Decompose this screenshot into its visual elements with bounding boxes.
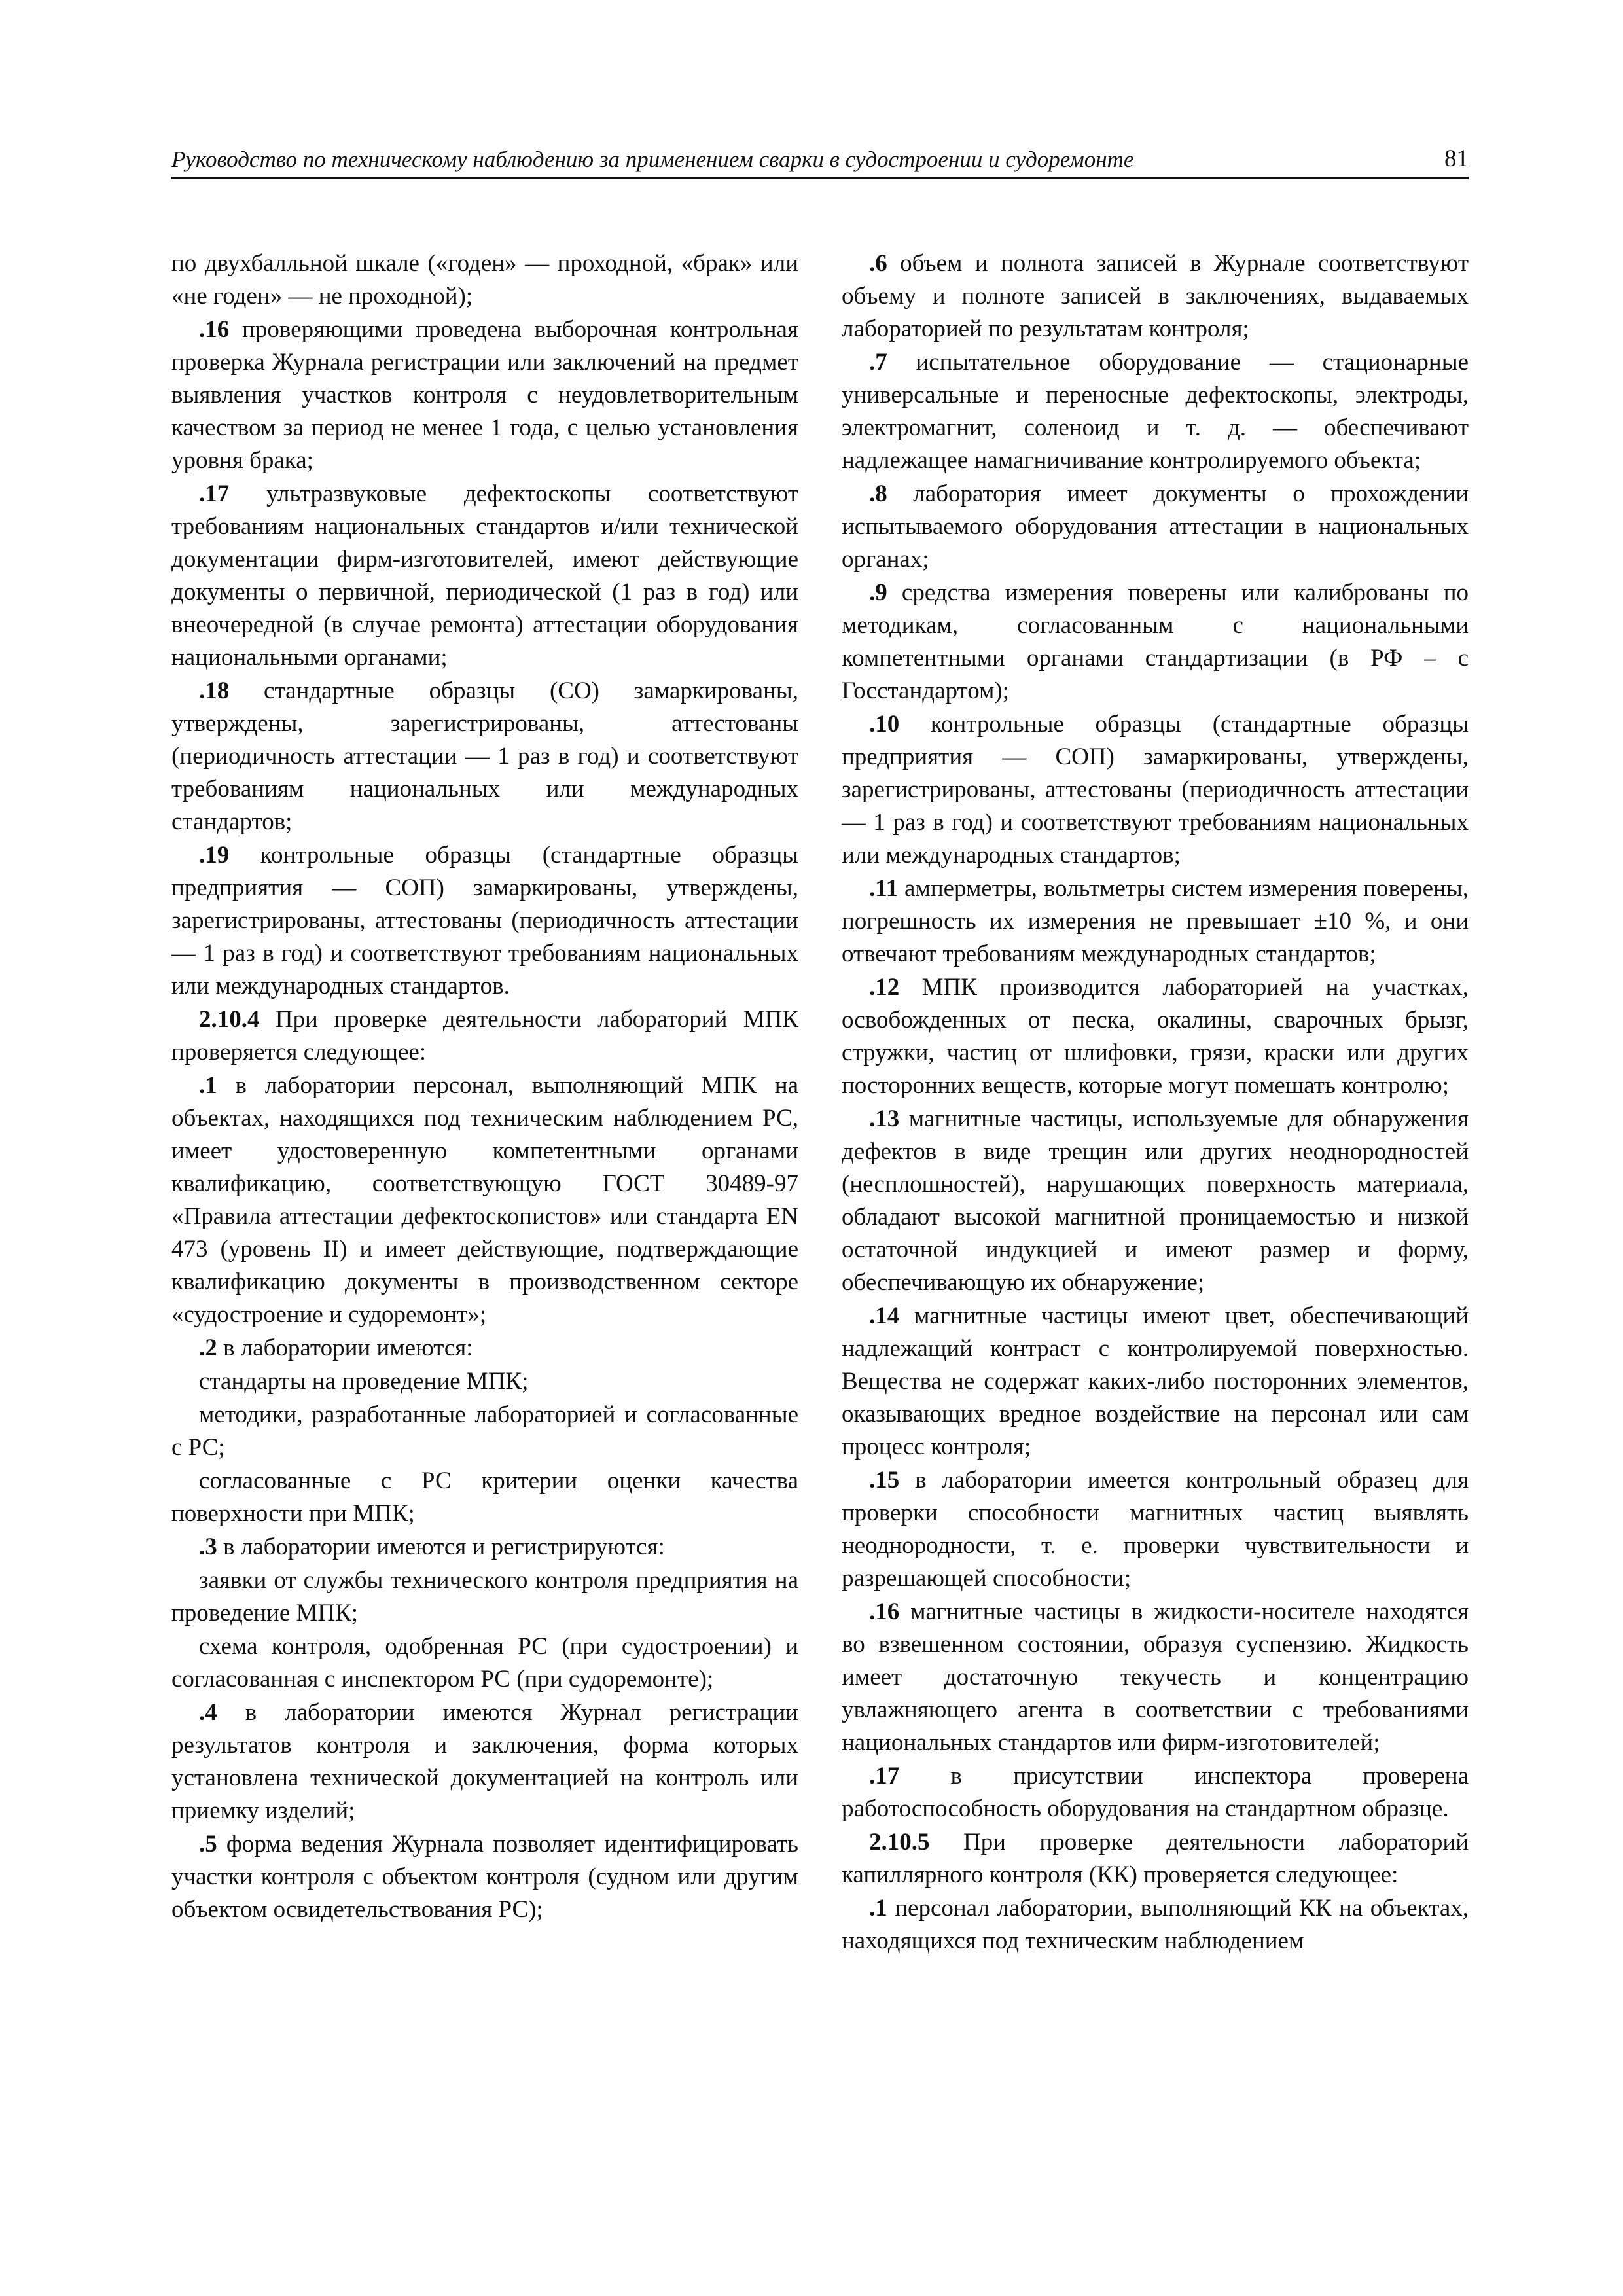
clause-number: .7 — [869, 349, 887, 376]
paragraph: .17 ультразвуковые дефектоскопы соответствуют требованиям национальных стандартов и/или технической документации фирм-изготовителей, имеют действующие документы о первичной, периодической (1 раз в год) или внеочередной (в случае ремонта) аттестации оборудования национальными органами; — [171, 480, 798, 671]
clause-number: .11 — [869, 875, 899, 902]
section-paragraph: 2.10.4 При проверке деятельности лабораторий МПК проверяется следующее: — [171, 1006, 798, 1066]
clause-number: .4 — [199, 1699, 217, 1726]
list-item: методики, разработанные лабораторией и согласованные с РС; — [171, 1401, 798, 1461]
paragraph: .9 средства измерения поверены или калиброваны по методикам, согласованным с национальными компетентными органами стандартизации (в РФ – с Госстандартом); — [842, 579, 1469, 704]
paragraph: .14 магнитные частицы имеют цвет, обеспечивающий надлежащий контраст с контролируемой поверхностью. Вещества не содержат каких-либо посторонних элементов, оказывающих вредное воздействие на персонал или сам процесс контроля; — [842, 1302, 1469, 1460]
paragraph: .8 лаборатория имеет документы о прохождении испытываемого оборудования аттестации в национальных органах; — [842, 480, 1469, 573]
clause-number: .10 — [869, 711, 900, 738]
paragraph: .18 стандартные образцы (СО) замаркированы, утверждены, зарегистрированы, аттестованы (периодичность аттестации — 1 раз в год) и соответствуют требованиям национальных или международных стандартов; — [171, 677, 798, 835]
paragraph: .3 в лаборатории имеются и регистрируются: — [199, 1534, 665, 1560]
paragraph: .1 персонал лаборатории, выполняющий КК на объектах, находящихся под техническим наблюдением — [842, 1895, 1469, 1954]
clause-number: .9 — [869, 579, 887, 606]
paragraph: .15 в лаборатории имеется контрольный образец для проверки способности магнитных частиц выявлять неоднородности, т. е. проверки чувствительности и разрешающей способности; — [842, 1467, 1469, 1592]
paragraph: .19 контрольные образцы (стандартные образцы предприятия — СОП) замаркированы, утверждены, зарегистрированы, аттестованы (периодичность аттестации — 1 раз в год) и соответствуют требованиям национальных или международных стандартов. — [171, 842, 798, 999]
paragraph: .16 проверяющими проведена выборочная контрольная проверка Журнала регистрации или заключений на предмет выявления участков контроля с неудовлетворительным качеством за период не менее 1 года, с целью установления уровня брака; — [171, 316, 798, 474]
right-column — [842, 247, 1469, 1958]
clause-number: .17 — [869, 1763, 900, 1789]
clause-number: .15 — [869, 1467, 900, 1494]
list-item: заявки от службы технического контроля предприятия на проведение МПК; — [171, 1567, 798, 1626]
clause-number: .16 — [199, 316, 230, 343]
clause-number: .16 — [869, 1598, 900, 1625]
clause-number: .3 — [199, 1534, 217, 1560]
section-number: 2.10.5 — [869, 1829, 930, 1856]
clause-number: .1 — [869, 1895, 887, 1922]
section-paragraph: 2.10.5 При проверке деятельности лабораторий капиллярного контроля (КК) проверяется следующее: — [842, 1829, 1469, 1888]
paragraph: .7 испытательное оборудование — стационарные универсальные и переносные дефектоскопы, электроды, электромагнит, соленоид и т. д. — обеспечивают надлежащее намагничивание контролируемого объекта; — [842, 349, 1469, 474]
clause-number: .17 — [199, 480, 230, 507]
section-number: 2.10.4 — [199, 1006, 260, 1033]
running-header — [171, 135, 1469, 179]
page-number: 81 — [1444, 145, 1469, 172]
clause-number: .6 — [869, 250, 887, 277]
left-column — [171, 247, 798, 1927]
paragraph: .6 объем и полнота записей в Журнале соответствуют объему и полноте записей в заключениях, выдаваемых лабораторией по результатам контроля; — [842, 250, 1469, 342]
running-header-title: Руководство по техническому наблюдению за применением сварки в судостроении и судоремонте — [171, 147, 1134, 172]
paragraph: .2 в лаборатории имеются: — [199, 1335, 473, 1361]
clause-number: .5 — [199, 1831, 217, 1857]
clause-number: .14 — [869, 1302, 900, 1329]
list-item: согласованные с РС критерии оценки качества поверхности при МПК; — [171, 1467, 798, 1527]
list-item: схема контроля, одобренная РС (при судостроении) и согласованная с инспектором РС (при судоремонте); — [171, 1633, 798, 1693]
paragraph: .1 в лаборатории персонал, выполняющий МПК на объектах, находящихся под техническим наблюдением РС, имеет удостоверенную компетентными органами квалификацию, соответствующую ГОСТ 30489-97 «Правила аттестации дефектоскопистов» или стандарта EN 473 (уровень II) и имеет действующие, подтверждающие квалификацию документы в производственном секторе «судостроение и судоремонт»; — [171, 1072, 798, 1328]
paragraph: по двухбалльной шкале («годен» — проходной, «брак» или «не годен» — не проходной); — [171, 250, 798, 310]
clause-number: .2 — [199, 1335, 217, 1361]
paragraph: .4 в лаборатории имеются Журнал регистрации результатов контроля и заключения, форма которых установлена технической документацией на контроль или приемку изделий; — [171, 1699, 798, 1824]
paragraph: .5 форма ведения Журнала позволяет идентифицировать участки контроля с объектом контроля (судном или другим объектом освидетельствования РС); — [171, 1831, 798, 1923]
clause-number: .1 — [199, 1072, 217, 1099]
paragraph: .16 магнитные частицы в жидкости-носителе находятся во взвешенном состоянии, образуя суспензию. Жидкость имеет достаточную текучесть и концентрацию увлажняющего агента в соответствии с требованиями национальных стандартов или фирм-изготовителей; — [842, 1598, 1469, 1756]
paragraph: .13 магнитные частицы, используемые для обнаружения дефектов в виде трещин или других неоднородностей (несплошностей), нарушающих поверхность материала, обладают высокой магнитной проницаемостью и низкой остаточной индукцией и имеют размер и форму, обеспечивающую их обнаружение; — [842, 1105, 1469, 1296]
clause-number: .12 — [869, 974, 900, 1001]
clause-number: .18 — [199, 677, 230, 704]
paragraph: .11 амперметры, вольтметры систем измерения поверены, погрешность их измерения не превышает ±10 %, и они отвечают требованиям международных стандартов; — [842, 875, 1469, 967]
clause-number: .19 — [199, 842, 230, 869]
paragraph: .10 контрольные образцы (стандартные образцы предприятия — СОП) замаркированы, утверждены, зарегистрированы, аттестованы (периодичность аттестации — 1 раз в год) и соответствуют требованиям национальных или международных стандартов; — [842, 711, 1469, 869]
clause-number: .13 — [869, 1105, 900, 1132]
paragraph: .17 в присутствии инспектора проверена работоспособность оборудования на стандартном образце. — [842, 1763, 1469, 1822]
list-item: стандарты на проведение МПК; — [199, 1368, 529, 1395]
clause-number: .8 — [869, 480, 887, 507]
paragraph: .12 МПК производится лабораторией на участках, освобожденных от песка, окалины, сварочных брызг, стружки, частиц от шлифовки, грязи, краски или других посторонних веществ, которые могут помешать контролю; — [842, 974, 1469, 1099]
